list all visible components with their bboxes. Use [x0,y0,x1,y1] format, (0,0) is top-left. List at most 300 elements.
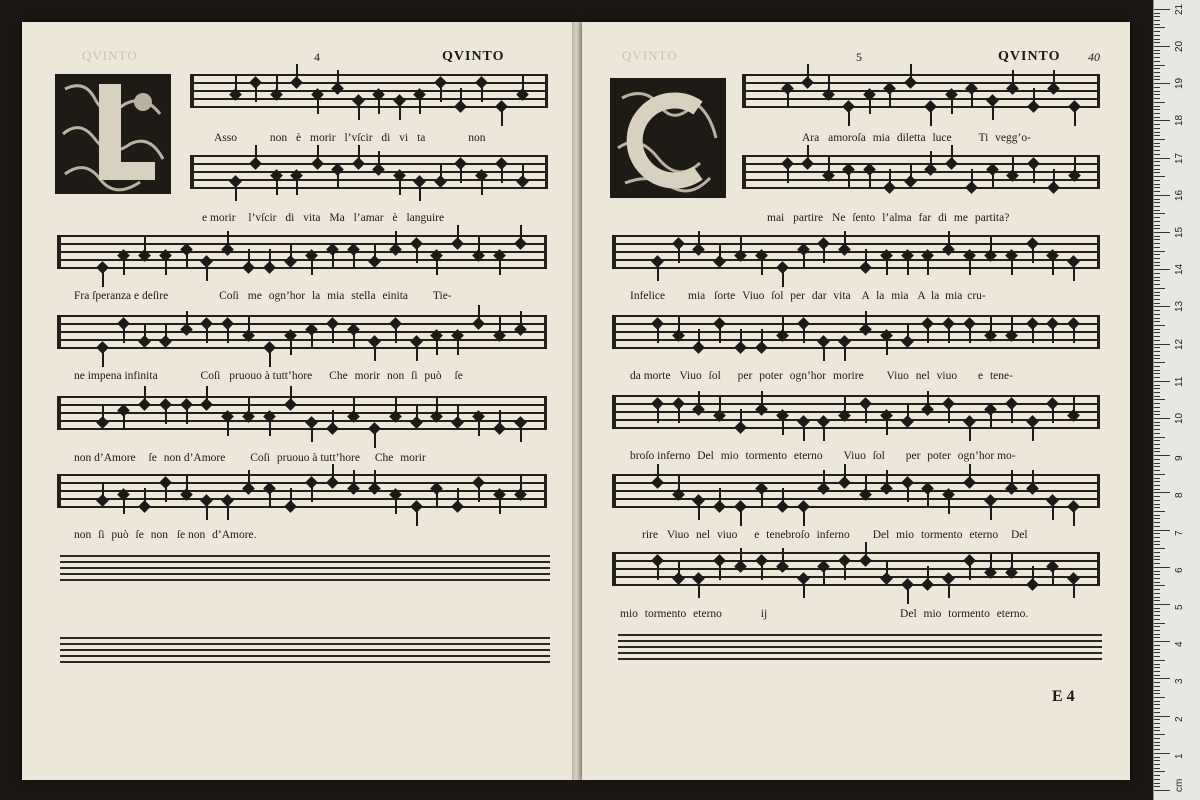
note-stem [807,145,809,161]
ruler-tick [1154,169,1160,170]
note-stem [436,398,438,414]
ruler-tick [1154,135,1160,136]
note-stem [803,327,805,343]
note-stem [358,104,360,120]
ruler-tick [1154,783,1160,784]
ruler-tick [1154,132,1160,133]
ruler-tick [1154,425,1160,426]
ruler-tick [1154,251,1165,252]
note-stem [698,329,700,345]
note-stem [1052,327,1054,343]
note-stem [248,470,250,486]
note-stem [436,259,438,275]
ruler-tick [1154,697,1165,698]
note-stem [416,345,418,361]
note-stem [1011,407,1013,423]
note-stem [807,64,809,80]
note-stem [719,243,721,259]
ruler-tick [1154,649,1160,650]
note-stem [927,259,929,275]
ruler-tick [1154,396,1160,397]
ruler-tick [1154,768,1160,769]
note-stem [235,76,237,92]
ruler-tick [1154,489,1160,490]
ruler-tick [1154,79,1160,80]
note-stem [782,488,784,504]
note-stem [378,151,380,167]
note-stem [930,110,932,126]
note-stem [395,498,397,514]
ruler-number: 9 [1174,455,1185,462]
folio-number: 40 [1088,50,1100,64]
ruler-tick [1154,693,1160,694]
note-stem [399,104,401,120]
ruler-number: 6 [1174,567,1185,573]
note-stem [886,470,888,486]
note-stem [969,327,971,343]
note-stem [865,407,867,423]
note-stem [290,339,292,355]
ruler-tick [1154,165,1160,166]
note-stem [719,327,721,343]
note-stem [102,404,104,420]
note-stem [353,333,355,349]
ruler-tick [1154,139,1165,140]
note-stem [353,398,355,414]
note-stem [657,265,659,281]
ruler-tick [1154,589,1160,590]
note-stem [910,163,912,179]
right-page [582,22,1130,780]
ruler-number: 4 [1174,641,1185,648]
ruler-tick [1154,440,1160,441]
ruler-tick [1154,608,1160,609]
ruler-tick [1154,221,1160,222]
note-stem [927,327,929,343]
note-stem [276,76,278,92]
note-stem [481,179,483,195]
ruler-tick [1154,344,1170,345]
note-stem [235,185,237,201]
note-stem [678,317,680,333]
note-stem [823,345,825,361]
note-stem [951,98,953,114]
ruler-tick [1154,518,1160,519]
note-stem [337,70,339,86]
ruler-tick [1154,314,1160,315]
ruler-tick [1154,623,1165,624]
note-stem [844,564,846,580]
note-stem [311,333,313,349]
note-stem [948,327,950,343]
ruler-tick [1154,310,1160,311]
note-stem [844,464,846,480]
ruler-tick [1154,280,1160,281]
note-stem [416,247,418,263]
ruler-tick [1154,582,1160,583]
note-stem [290,386,292,402]
ruler-tick [1154,422,1160,423]
note-stem [123,259,125,275]
ruler-tick [1154,664,1160,665]
note-stem [501,110,503,126]
ruler-tick [1154,113,1160,114]
book-gutter [572,22,582,780]
note-stem [248,317,250,333]
note-stem [457,339,459,355]
note-stem [969,425,971,441]
note-stem [782,548,784,564]
ruler-tick [1154,455,1170,456]
ruler-tick [1154,258,1160,259]
ruler-tick [1154,585,1165,586]
note-stem [206,265,208,281]
note-stem [969,564,971,580]
ruler-number: 10 [1174,412,1185,424]
note-stem [930,151,932,167]
ruler-tick [1154,753,1170,754]
ruler-tick [1154,143,1160,144]
ruler-tick [1154,779,1160,780]
note-stem [823,470,825,486]
ruler-tick [1154,288,1165,289]
note-stem [123,498,125,514]
bleed-through-text: QVINTO [622,48,678,63]
note-stem [823,425,825,441]
ruler-tick [1154,191,1160,192]
ruler-tick [1154,574,1160,575]
ruler-tick [1154,630,1160,631]
ruler-tick [1154,9,1170,10]
note-stem [186,311,188,327]
note-stem [478,305,480,321]
ruler-number: 13 [1174,301,1185,313]
ruler-tick [1154,336,1160,337]
ruler-tick [1154,470,1160,471]
ruler-tick [1154,414,1160,415]
note-stem [1053,70,1055,86]
ruler-tick [1154,522,1160,523]
note-stem [436,492,438,508]
ruler-tick [1154,184,1160,185]
ruler-tick [1154,749,1160,750]
note-stem [165,259,167,275]
note-stem [865,476,867,492]
music-staff [612,235,1100,275]
ruler-tick [1154,117,1160,118]
note-stem [269,351,271,367]
ruler-tick [1154,600,1160,601]
note-stem [823,247,825,263]
ruler-tick [1154,474,1165,475]
note-stem [889,169,891,185]
note-stem [907,259,909,275]
ruler-tick [1154,541,1160,542]
note-stem [276,179,278,195]
ruler-tick [1154,91,1160,92]
note-stem [740,329,742,345]
note-stem [844,231,846,247]
ruler-tick [1154,362,1165,363]
music-staff [190,155,548,195]
decorated-initial-c [610,78,726,198]
ruler-tick [1154,347,1160,348]
ruler-tick [1154,146,1160,147]
ruler-tick [1154,366,1160,367]
note-stem [522,76,524,92]
note-stem [761,492,763,508]
ruler-tick [1154,161,1160,162]
ruler-tick [1154,712,1160,713]
ruler-tick [1154,239,1160,240]
note-stem [657,564,659,580]
ruler-tick [1154,325,1165,326]
note-stem [1053,169,1055,185]
note-stem [481,86,483,102]
ruler-tick [1154,106,1160,107]
note-stem [886,339,888,355]
note-stem [144,386,146,402]
note-stem [951,145,953,161]
note-stem [719,564,721,580]
ruler-unit: cm [1174,778,1185,792]
note-stem [227,420,229,436]
note-stem [332,327,334,343]
ruler-number: 7 [1174,530,1185,536]
note-stem [719,488,721,504]
ruler-number: 14 [1174,264,1185,276]
note-stem [332,410,334,426]
ruler-number: 5 [1174,604,1185,610]
note-stem [678,407,680,423]
note-stem [678,560,680,576]
note-stem [206,386,208,402]
ruler-tick [1154,786,1160,787]
ruler-tick [1154,593,1160,594]
ruler-tick [1154,459,1160,460]
ruler-tick [1154,597,1160,598]
note-stem [1074,157,1076,173]
note-stem [761,564,763,580]
note-stem [395,398,397,414]
note-stem [1011,470,1013,486]
ruler-tick [1154,466,1160,467]
note-stem [719,397,721,413]
ruler-tick [1154,180,1160,181]
music-staff [612,474,1100,514]
note-stem [761,329,763,345]
note-stem [499,498,501,514]
ruler-tick [1154,403,1160,404]
ruler-tick [1154,42,1160,43]
note-stem [761,259,763,275]
note-stem [248,398,250,414]
note-stem [457,488,459,504]
note-stem [144,488,146,504]
ruler-tick [1154,370,1160,371]
ruler-tick [1154,187,1160,188]
note-stem [269,249,271,265]
note-stem [1032,247,1034,263]
ruler-tick [1154,701,1160,702]
note-stem [1012,157,1014,173]
note-stem [499,410,501,426]
note-stem [698,391,700,407]
note-stem [803,253,805,269]
ruler-tick [1154,399,1165,400]
ruler-tick [1154,236,1160,237]
note-stem [317,145,319,161]
note-stem [374,470,376,486]
ruler-tick [1154,496,1160,497]
ruler-tick [1154,254,1160,255]
note-stem [102,351,104,367]
ruler-tick [1154,571,1160,572]
note-stem [782,419,784,435]
note-stem [1052,570,1054,586]
note-stem [927,566,929,582]
music-staff [612,552,1100,592]
ruler-number: 21 [1174,3,1185,15]
note-stem [803,582,805,598]
note-stem [269,492,271,508]
ruler-tick [1154,340,1160,341]
empty-staff [60,555,550,583]
note-stem [678,476,680,492]
note-stem [657,327,659,343]
ruler-tick [1154,478,1160,479]
note-stem [787,167,789,183]
note-stem [165,486,167,502]
ruler-tick [1154,671,1160,672]
note-stem [948,231,950,247]
note-stem [165,408,167,424]
ruler-number: 1 [1174,753,1185,759]
ruler-tick [1154,243,1160,244]
measuring-ruler [1153,0,1200,800]
note-stem [332,464,334,480]
note-stem [927,492,929,508]
ruler-tick [1154,213,1165,214]
ruler-tick [1154,448,1160,449]
note-stem [869,173,871,189]
music-staff [57,235,547,275]
note-stem [1052,259,1054,275]
lyric-line-6: rire Viuo nel viuo e tenebroſo inferno Del mio tormento eterno Del [642,529,1028,541]
ruler-tick [1154,154,1160,155]
ruler-tick [1154,611,1160,612]
note-stem [969,259,971,275]
lyric-line-1: Ara amoroſa mia diletta luce Ti vegg’o- [802,132,1031,144]
ruler-tick [1154,27,1165,28]
ruler-tick [1154,35,1160,36]
note-stem [186,253,188,269]
note-stem [255,145,257,161]
note-stem [248,249,250,265]
ruler-tick [1154,120,1170,121]
music-staff [742,74,1100,114]
note-stem [332,253,334,269]
ruler-tick [1154,775,1160,776]
ruler-tick [1154,433,1160,434]
ruler-tick [1154,98,1160,99]
lyric-line-5: broſo inferno Del mio tormento eterno Viuo ſol per poter ogn’hor mo- [630,450,1016,462]
note-stem [844,397,846,413]
note-stem [440,86,442,102]
note-stem [990,554,992,570]
ruler-number: 19 [1174,78,1185,90]
ruler-tick [1154,128,1160,129]
note-stem [1032,566,1034,582]
note-stem [499,317,501,333]
ruler-tick [1154,269,1170,270]
lyric-line-2: mai partire Ne ſento l’alma far di me partita? [767,212,1010,224]
ruler-number: 15 [1174,226,1185,238]
ruler-tick [1154,559,1160,560]
note-stem [1052,407,1054,423]
ruler-tick [1154,358,1160,359]
note-stem [144,323,146,339]
ruler-tick [1154,202,1160,203]
ruler-tick [1154,764,1160,765]
lyric-line-5: non d’Amore ſe non d’Amore Coſi pruouo à tutt’hore Che morir [74,452,426,464]
note-stem [828,157,830,173]
ruler-tick [1154,273,1160,274]
note-stem [990,504,992,520]
ruler-tick [1154,481,1160,482]
ruler-tick [1154,556,1160,557]
ruler-tick [1154,544,1160,545]
ruler-tick [1154,158,1170,159]
ruler-tick [1154,637,1160,638]
note-stem [1012,70,1014,86]
page-header: QVINTO [998,49,1061,64]
ruler-tick [1154,228,1160,229]
ruler-tick [1154,284,1160,285]
note-stem [678,247,680,263]
note-stem [886,259,888,275]
note-stem [395,231,397,247]
note-stem [499,259,501,275]
note-stem [206,504,208,520]
ruler-tick [1154,537,1160,538]
ruler-tick [1154,615,1160,616]
note-stem [865,542,867,558]
ruler-tick [1154,645,1160,646]
lyric-line-6: non ſi può ſe non ſe non d’Amore. [74,529,257,541]
page-number: 5 [856,50,862,64]
ruler-tick [1154,292,1160,293]
note-stem [1032,470,1034,486]
note-stem [1073,265,1075,281]
decorated-initial-l [55,74,171,194]
ruler-tick [1154,262,1160,263]
note-stem [971,92,973,108]
ruler-tick [1154,463,1160,464]
note-stem [353,253,355,269]
empty-staff [618,634,1102,662]
note-stem [1073,510,1075,526]
ruler-tick [1154,500,1160,501]
note-stem [740,510,742,526]
note-stem [990,237,992,253]
ruler-number: 2 [1174,716,1185,722]
music-staff [742,155,1100,195]
ruler-tick [1154,771,1165,772]
note-stem [907,403,909,419]
ruler-tick [1154,206,1160,207]
page-number: 4 [314,50,320,64]
